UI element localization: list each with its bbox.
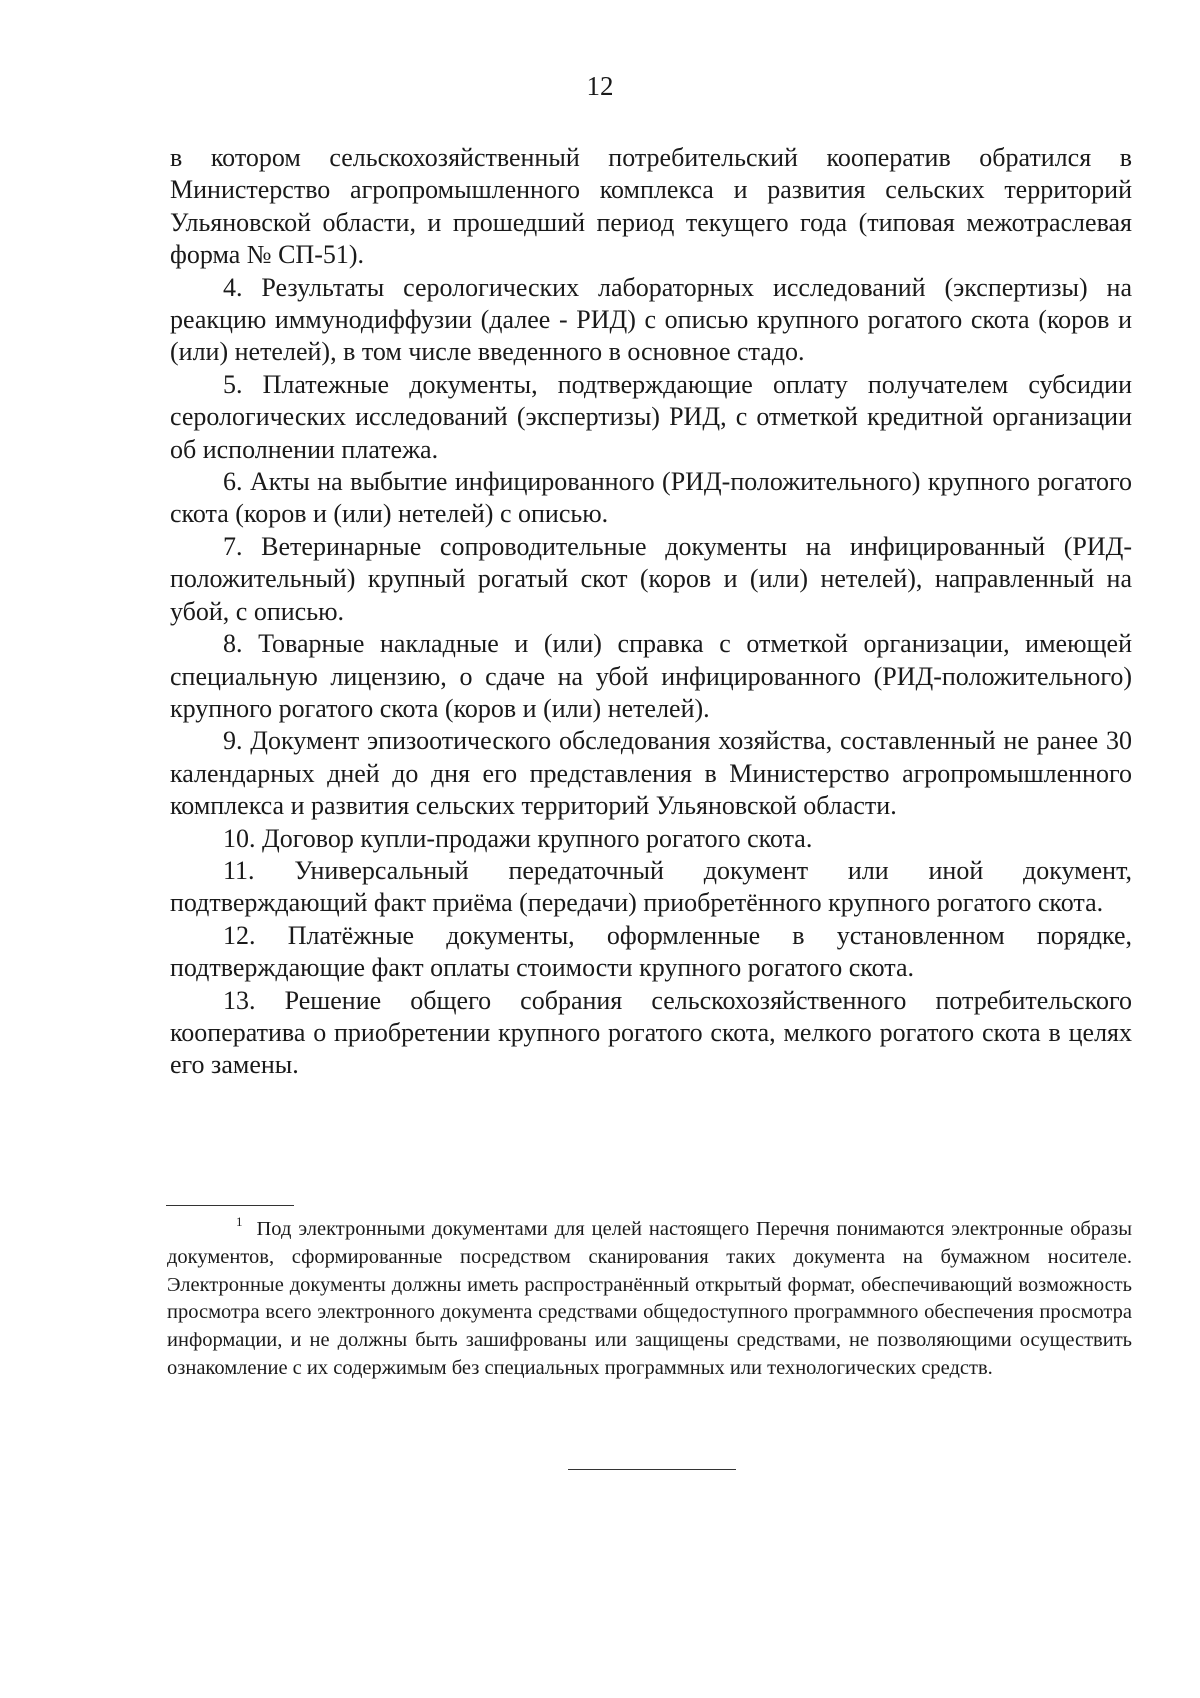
list-item-8: 8. Товарные накладные и (или) справка с отметкой организации, имеющей специальную лицензию, о сдаче на убой инфицированного (РИД-положительного) крупного рогатого скота (коров и (или) нетелей).	[170, 629, 1132, 723]
list-item-4: 4. Результаты серологических лабораторных исследований (экспертизы) на реакцию иммунодиффузии (далее - РИД) с описью крупного рогатого скота (коров и (или) нетелей), в том числе введенного в основное стадо.	[170, 272, 1132, 367]
list-item-5: 5. Платежные документы, подтверждающие оплату получателем субсидии серологических исследований (экспертизы) РИД, с отметкой кредитной организации об исполнении платежа.	[170, 369, 1132, 464]
list-item-10: 10. Договор купли-продажи крупного рогатого скота.	[223, 823, 813, 853]
list-item-7: 7. Ветеринарные сопроводительные документы на инфицированный (РИД-положительный) крупный рогатый скот (коров и (или) нетелей), направленный на убой, с описью.	[170, 531, 1132, 626]
list-item-12: 12. Платёжные документы, оформленные в установленном порядке, подтверждающие факт оплаты стоимости крупного рогатого скота.	[170, 920, 1132, 983]
footnote-marker: 1	[236, 1214, 243, 1229]
footnote	[167, 1216, 1132, 1383]
end-of-document-line	[568, 1469, 736, 1470]
footnote-text: Под электронными документами для целей настоящего Перечня понимаются электронные образы документов, сформированные посредством сканирования таких документа на бумажном носителе. Электронные документы должны иметь распространённый открытый формат, обеспечивающий возможность просмотра всего электронного документа средствами общедоступного программного обеспечения просмотра информации, и не должны быть зашифрованы или защищены средствами, не позволяющими осуществить ознакомление с их содержимым без специальных программных или технологических средств.	[167, 1218, 1132, 1379]
list-item-6: 6. Акты на выбытие инфицированного (РИД-положительного) крупного рогатого скота (коров и (или) нетелей) с описью.	[170, 467, 1132, 529]
page-number: 12	[586, 71, 614, 101]
document-body	[170, 142, 1132, 1082]
list-item-9: 9. Документ эпизоотического обследования хозяйства, составленный не ранее 30 календарных дней до дня его представления в Министерство агропромышленного комплекса и развития сельских территорий Ульяновской области.	[170, 726, 1132, 821]
footnote-separator	[166, 1205, 294, 1206]
list-item-11: 11. Универсальный передаточный документ или иной документ, подтверждающий факт приёма (передачи) приобретённого крупного рогатого скота.	[170, 855, 1132, 918]
list-item-13: 13. Решение общего собрания сельскохозяйственного потребительского кооператива о приобретении крупного рогатого скота, мелкого рогатого скота в целях его замены.	[170, 985, 1132, 1080]
continuation-paragraph: в котором сельскохозяйственный потребительский кооператив обратился в Министерство агропромышленного комплекса и развития сельских территорий Ульяновской области, и прошедший период текущего года (типовая межотраслевая форма № СП-51).	[170, 143, 1132, 270]
